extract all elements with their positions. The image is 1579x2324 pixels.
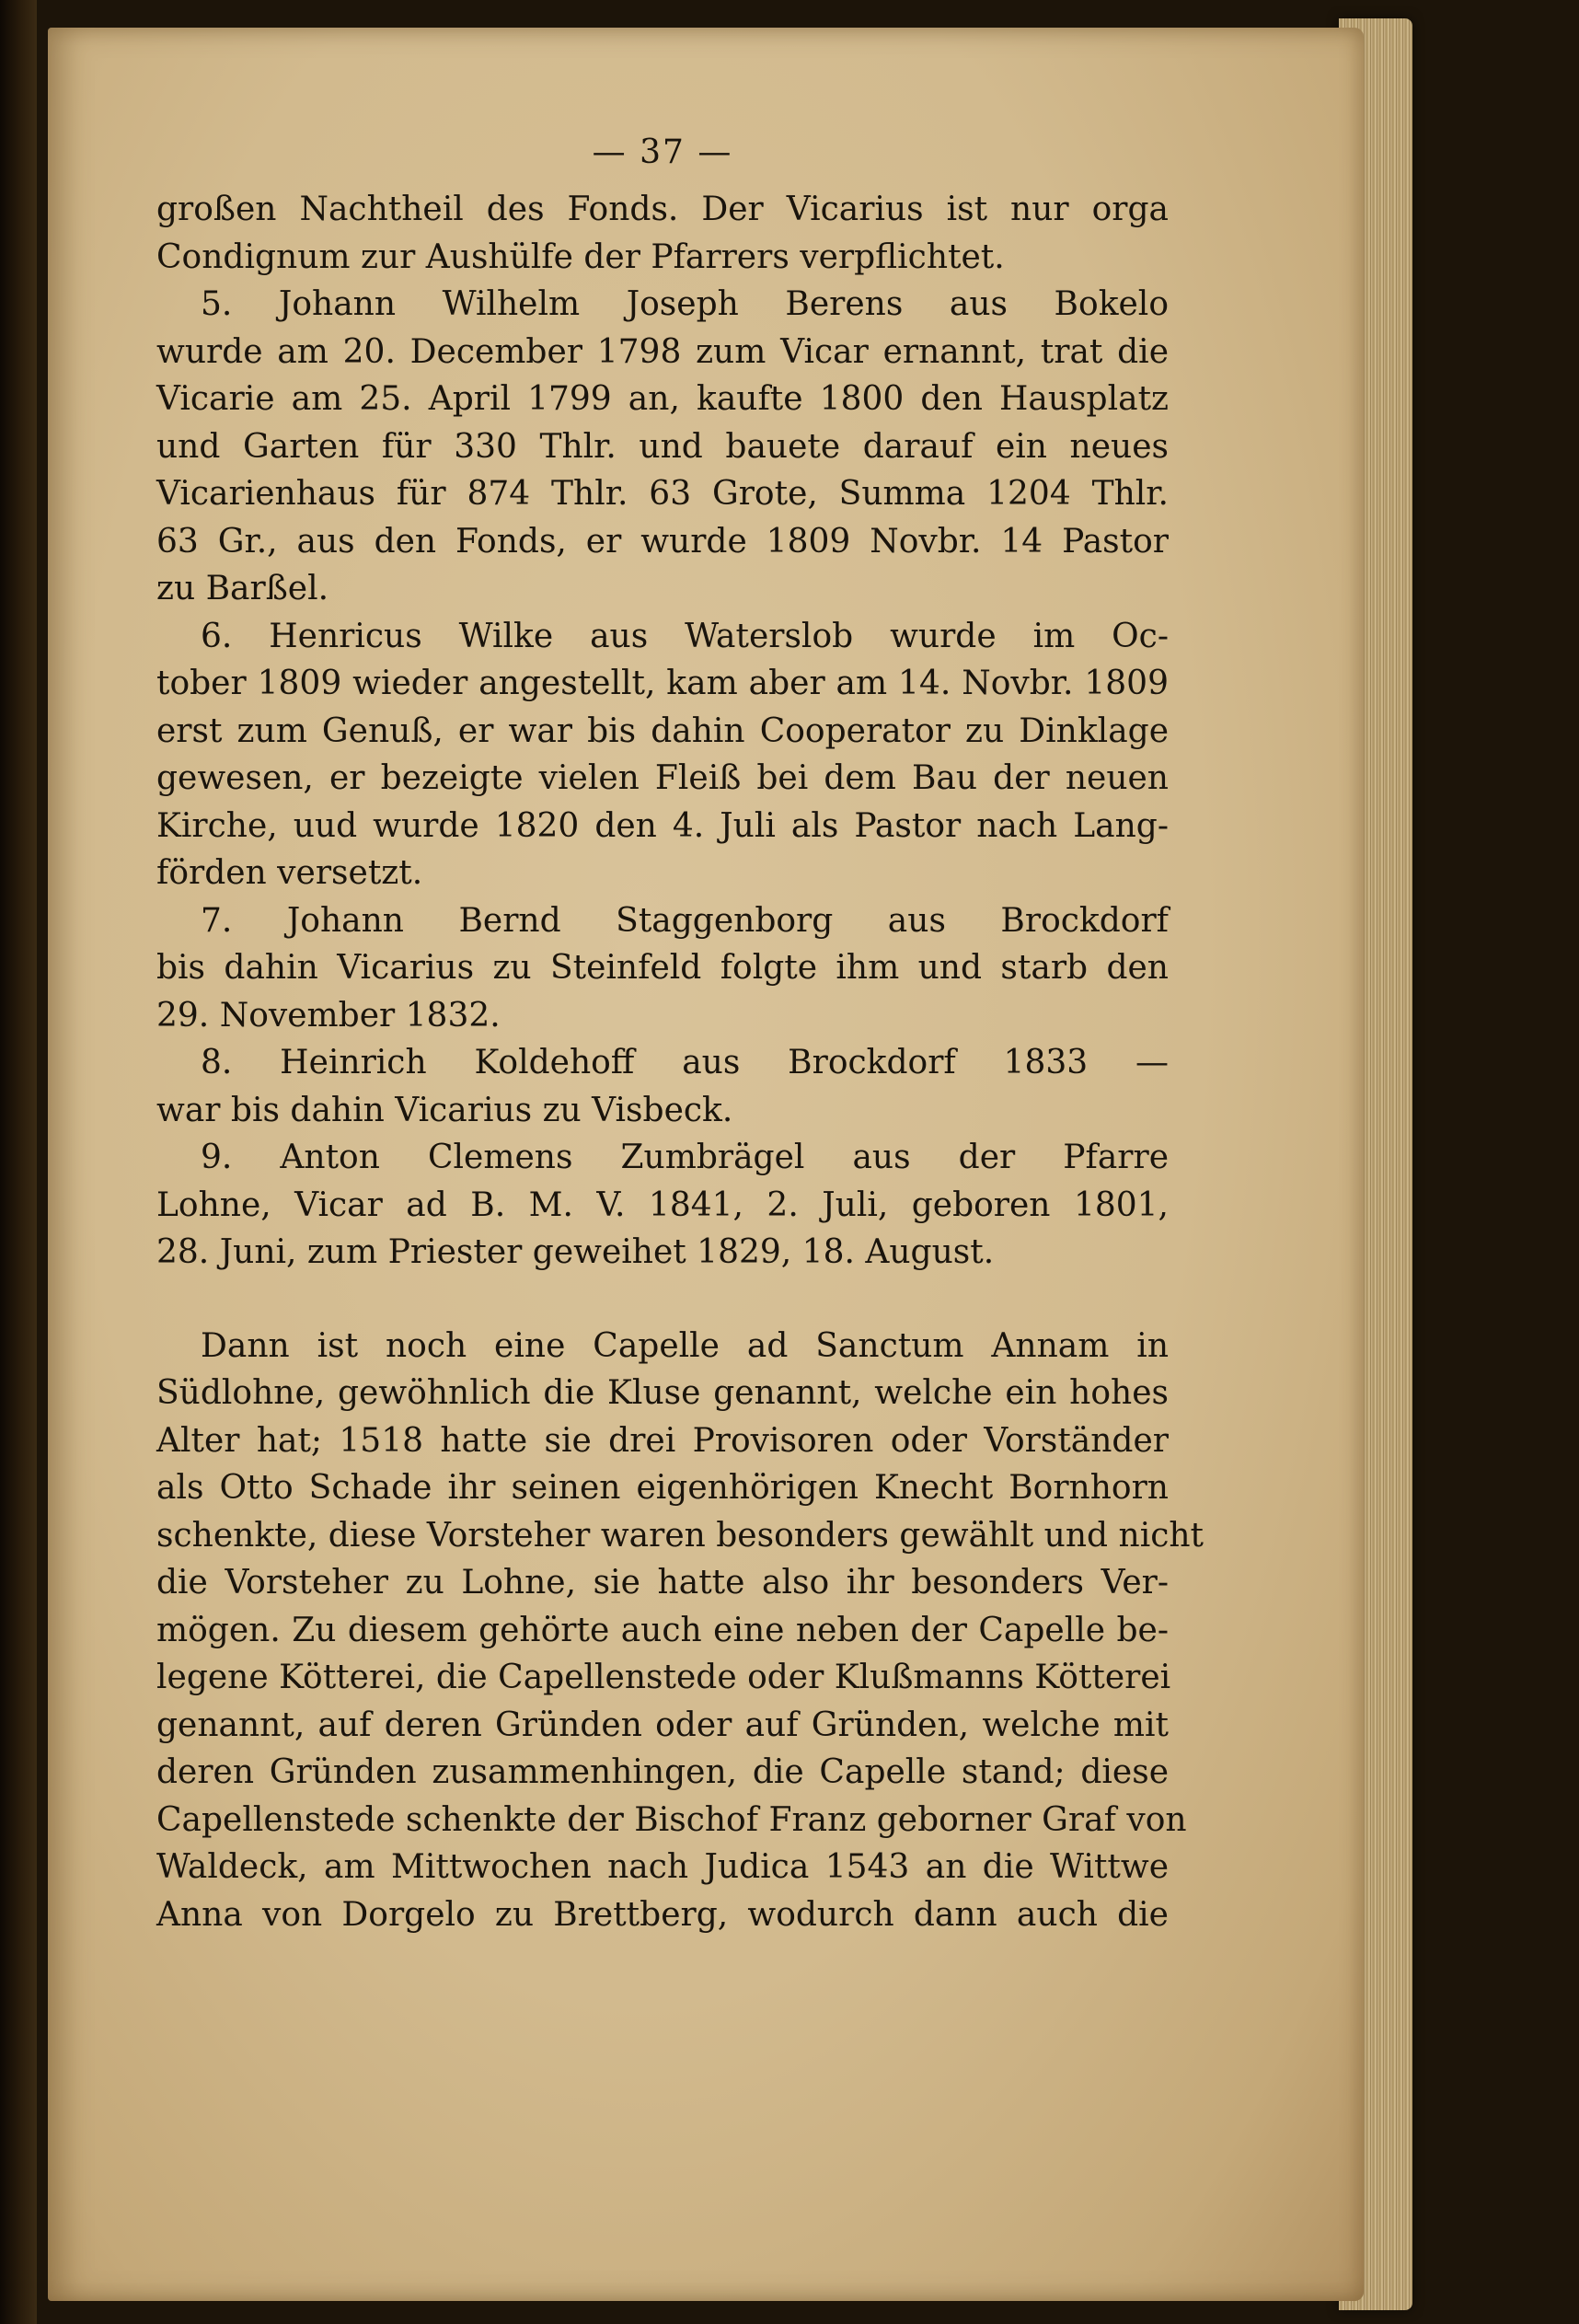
text-line: Condignum zur Aushülfe der Pfarrers verpflichtet. xyxy=(156,237,1005,276)
text-line: wurde am 20. December 1798 zum Vicar ernannt, trat die xyxy=(156,332,1169,371)
text-line: Alter hat; 1518 hatte sie drei Provisoren oder Vorständer xyxy=(156,1421,1169,1460)
entry-heading-line: 8. Heinrich Koldehoff aus Brockdorf 1833 — xyxy=(201,1044,1169,1081)
text-line: die Vorsteher zu Lohne, sie hatte also ihr besonders Ver- xyxy=(156,1564,1169,1601)
text-line: bis dahin Vicarius zu Steinfeld folgte ihm und starb den xyxy=(156,949,1169,987)
text-line: gewesen, er bezeigte vielen Fleiß bei dem Bau der neuen xyxy=(156,759,1169,797)
text-line: und Garten für 330 Thlr. und bauete darauf ein neues xyxy=(156,427,1169,466)
text-line: schenkte, diese Vorsteher waren besonders gewählt und nicht xyxy=(156,1516,1204,1555)
text-line: Vicarie am 25. April 1799 an, kaufte 1800 den Hausplatz xyxy=(156,380,1169,418)
text-line: Capellenstede schenkte der Bischof Franz geborner Graf von xyxy=(156,1800,1187,1839)
entry-heading-line: 6. Henricus Wilke aus Waterslob wurde im Oc- xyxy=(201,617,1169,655)
entry-heading-line: 7. Johann Bernd Staggenborg aus Brockdorf xyxy=(201,901,1169,940)
text-line: erst zum Genuß, er war bis dahin Cooperator zu Dinklage xyxy=(156,711,1169,750)
paragraph-gap xyxy=(156,1277,1169,1323)
text-line: 28. Juni, zum Priester geweihet 1829, 18. August. xyxy=(156,1233,995,1271)
text-line: legene Kötterei, die Capellenstede oder Klußmanns Kötterei xyxy=(156,1659,1171,1696)
text-line: war bis dahin Vicarius zu Visbeck. xyxy=(156,1091,733,1129)
text-line: zu Barßel. xyxy=(156,570,329,607)
text-line: mögen. Zu diesem gehörte auch eine neben der Capelle be- xyxy=(156,1611,1169,1649)
text-line: Südlohne, gewöhnlich die Kluse genannt, welche ein hohes xyxy=(156,1374,1169,1412)
entry-heading-line: 5. Johann Wilhelm Joseph Berens aus Bokelo xyxy=(201,285,1169,323)
page-text xyxy=(156,120,1204,1938)
text-line: als Otto Schade ihr seinen eigenhörigen Knecht Bornhorn xyxy=(156,1469,1169,1507)
text-line: Lohne, Vicar ad B. M. V. 1841, 2. Juli, geboren 1801, xyxy=(156,1185,1169,1224)
text-line: Kirche, uud wurde 1820 den 4. Juli als Pastor nach Lang- xyxy=(156,806,1169,845)
text-line: großen Nachtheil des Fonds. Der Vicarius ist nur orga xyxy=(156,191,1169,228)
page-number: — 37 — xyxy=(592,133,733,171)
text-line: deren Gründen zusammenhingen, die Capelle stand; diese xyxy=(156,1753,1169,1791)
paragraph-first-line: Dann ist noch eine Capelle ad Sanctum Annam in xyxy=(201,1326,1169,1365)
text-line: 63 Gr., aus den Fonds, er wurde 1809 Novbr. 14 Pastor xyxy=(156,522,1169,561)
text-line: genannt, auf deren Gründen oder auf Gründen, welche mit xyxy=(156,1705,1169,1744)
entry-heading-line: 9. Anton Clemens Zumbrägel aus der Pfarre xyxy=(201,1139,1169,1176)
text-line: Anna von Dorgelo zu Brettberg, wodurch dann auch die xyxy=(156,1895,1169,1934)
text-line: Vicarienhaus für 874 Thlr. 63 Grote, Summa 1204 Thlr. xyxy=(156,475,1169,513)
text-line: Waldeck, am Mittwochen nach Judica 1543 an die Wittwe xyxy=(156,1848,1169,1886)
book-spine-edge xyxy=(0,0,37,2324)
text-line: 29. November 1832. xyxy=(156,996,501,1035)
text-line: förden versetzt. xyxy=(156,854,423,892)
text-line: tober 1809 wieder angestellt, kam aber am 14. Novbr. 1809 xyxy=(156,665,1169,702)
